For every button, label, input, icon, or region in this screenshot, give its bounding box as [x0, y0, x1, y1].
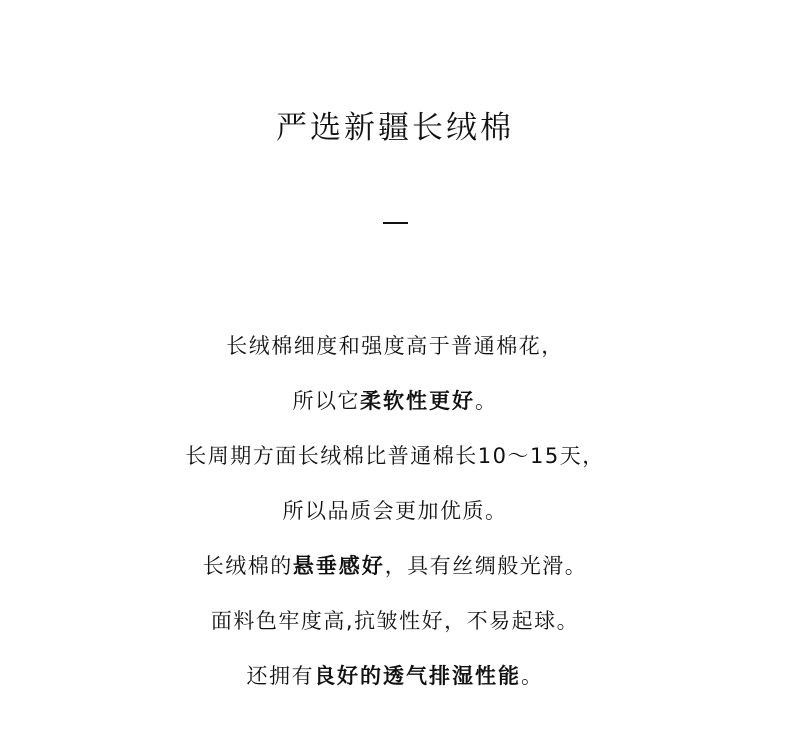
line-text: 面料色牢度高,抗皱性好，不易起球。 [210, 609, 580, 633]
title-divider [383, 222, 408, 224]
description-line-2 [0, 381, 790, 436]
highlight-text: 柔软性更好 [360, 389, 475, 413]
description-line-6 [0, 601, 790, 656]
line-text: 所以它 [292, 389, 360, 413]
page-title: 严选新疆长绒棉 [276, 110, 514, 146]
line-text: 。 [521, 664, 544, 688]
line-text: 。 [475, 389, 498, 413]
line-text: 所以品质会更加优质。 [282, 499, 508, 523]
line-text: 还拥有 [246, 664, 314, 688]
highlight-text: 悬垂感好 [292, 554, 385, 578]
description-line-1 [0, 326, 790, 381]
description-line-5 [0, 546, 790, 601]
line-text: 长绒棉的 [202, 554, 293, 578]
feature-description [0, 326, 790, 711]
description-line-3 [0, 436, 790, 491]
line-text: ，具有丝绸般光滑。 [384, 554, 588, 578]
line-text: 长绒棉细度和强度高于普通棉花， [226, 334, 564, 358]
highlight-text: 良好的透气排湿性能 [314, 664, 521, 688]
line-text: 长周期方面长绒棉比普通棉长10～15天， [185, 444, 605, 468]
description-line-7 [0, 656, 790, 711]
description-line-4 [0, 491, 790, 546]
